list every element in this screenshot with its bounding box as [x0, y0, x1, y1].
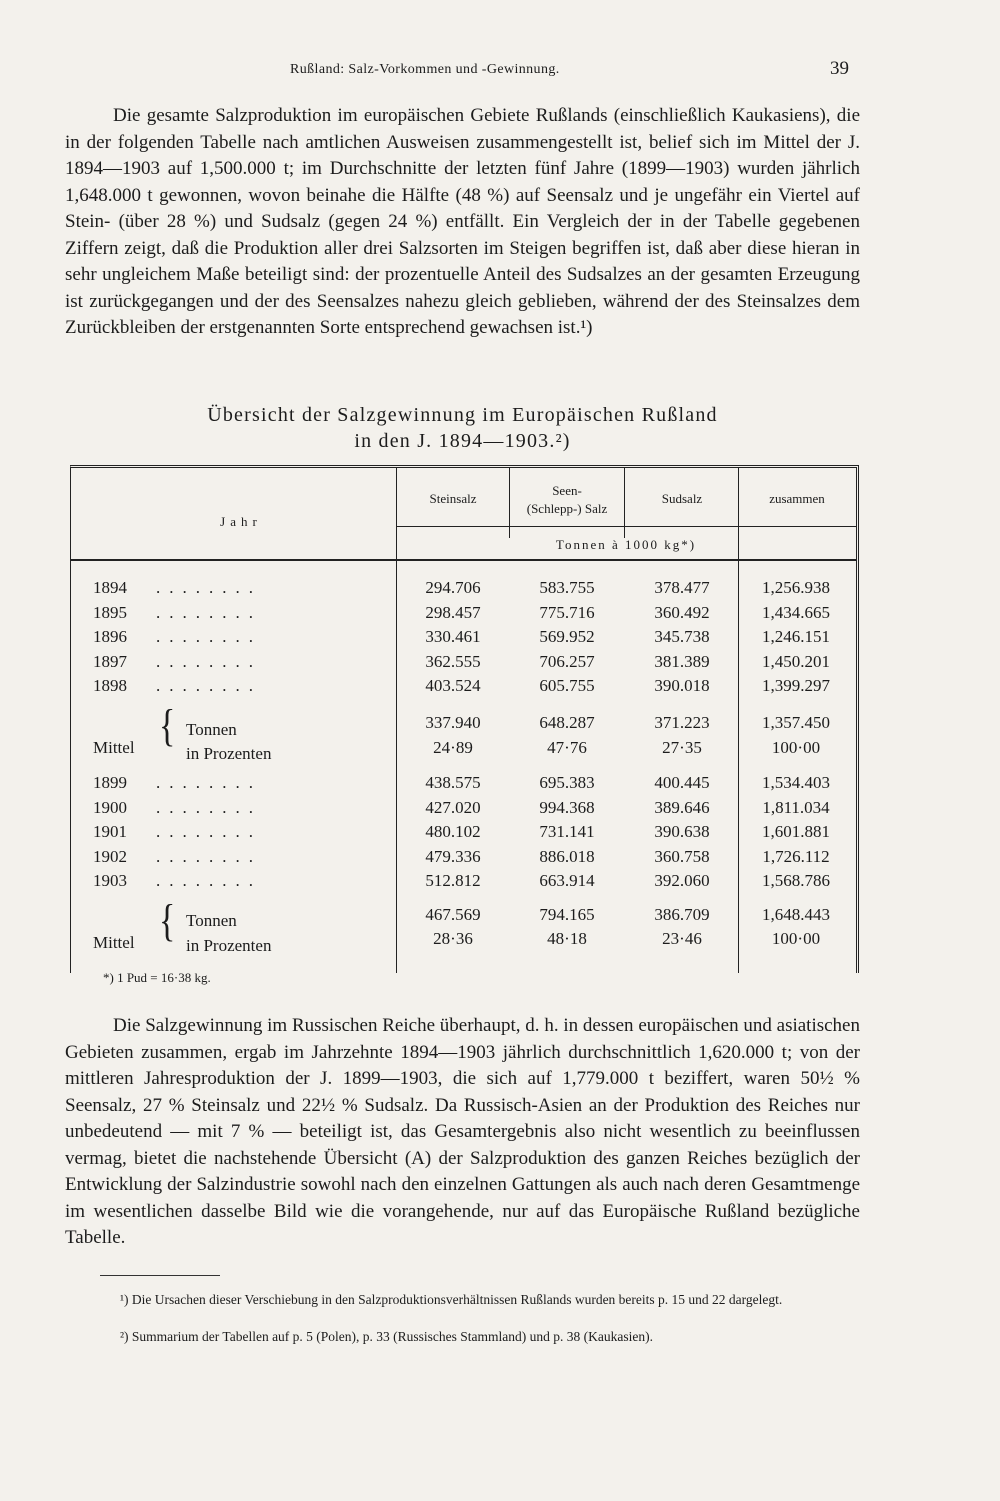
steinsalz-cell: 512.812	[425, 871, 481, 890]
second-paragraph: Die Salzgewinnung im Russischen Reiche überhaupt, d. h. in dessen europäischen und asiatischen Gebieten zusammen, ergab im Jahrzehnte 1894—1903 jährlich durchschnittlich 1,620.000 t; von der mittleren Jahresproduktion der J. 1899—1903, die sich auf 1,779.000 t beziffert, waren 50½ % Seensalz, 27 % Steinsalz und 22½ % Sudsalz. Da Russisch-Asien an der Produktion des Reiches nur unbedeutend — mit 7 % — beteiligt ist, das Gesamtergebnis also nicht wesentlich zu beeinflussen vermag, bietet die nachstehende Übersicht (A) der Salzproduktion des ganzen Reiches bezüglich der Entwicklung der Salzindustrie sowohl nach den einzelnen Gattungen als auch nach deren Gesamtmenge im wesentlichen dasselbe Bild wie die vorangehende, nur auf das Europäische Rußland bezügliche Tabelle.	[65, 1015, 860, 1248]
year-cell: 1903	[93, 871, 127, 890]
zusammen-cell: 1,399.297	[762, 676, 830, 695]
sudsalz-cell: 360.758	[654, 846, 710, 866]
year-cell: 1900	[93, 797, 127, 817]
zusammen-cell: 1,601.881	[762, 822, 830, 841]
seensalz-cell: 695.383	[539, 773, 595, 792]
mittel-b-tonnen-stein: 467.569	[425, 905, 481, 924]
salt-production-table	[70, 465, 859, 973]
mittel-b-tonnen-sud: 386.709	[654, 905, 710, 924]
mittel-a-prozent-stein: 24·89	[433, 738, 473, 757]
col-header-seensalz	[512, 482, 622, 518]
sudsalz-cell: 345.738	[654, 627, 710, 646]
col-header-steinsalz: Steinsalz	[429, 491, 477, 506]
year-cell: 1901	[93, 822, 127, 841]
zusammen-cell: 1,568.786	[762, 871, 830, 890]
leader-dots: ........	[156, 627, 262, 646]
steinsalz-cell: 403.524	[425, 676, 481, 695]
year-cell: 1902	[93, 846, 127, 866]
year-cell: 1895	[93, 602, 127, 622]
sudsalz-cell: 381.389	[654, 651, 710, 671]
sudsalz-cell: 390.638	[654, 822, 710, 841]
seensalz-cell: 994.368	[539, 797, 595, 817]
intro-paragraph: Die gesamte Salzproduktion im europäischen Gebiete Rußlands (einschließlich Kaukasiens), die in der folgenden Tabelle nach amtlichen Ausweisen zusammengestellt ist, belief sich im Mittel der J. 1894—1903 auf 1,500.000 t; im Durchschnitte der letzten fünf Jahre (1899—1903) wurden jährlich 1,648.000 t gewonnen, wovon beinahe die Hälfte (48 %) auf Seensalz und je ungefähr ein Viertel auf Stein- (über 28 %) und Sudsalz (gegen 24 %) entfällt. Ein Vergleich der in der Tabelle gegebenen Ziffern zeigt, daß die Produktion aller drei Salzsorten im Steigen begriffen ist, daß aber diese hieran in sehr ungleichem Maße beteiligt sind: der prozentuelle Anteil des Sudsalzes an der gesamten Erzeugung ist zurückgegangen und der des Seensalzes nahezu gleich geblieben, während der des Steinsalzes dem Zurückbleiben der erstgenannten Sorte entsprechend gewachsen ist.¹)	[65, 105, 860, 338]
col-header-seensalz-line2: (Schlepp-) Salz	[526, 501, 608, 516]
mittel-a-tonnen-seen: 648.287	[539, 713, 595, 732]
mittel-a-tonnen-total: 1,357.450	[762, 713, 830, 732]
col-header-sudsalz: Sudsalz	[661, 491, 703, 506]
seensalz-cell: 731.141	[539, 822, 595, 841]
footnote-2: ²) Summarium der Tabellen auf p. 5 (Polen), p. 33 (Russisches Stammland) und p. 38 (Kaukasien).	[120, 1329, 654, 1344]
table-title-line1: Übersicht der Salzgewinnung im Europäischen Rußland	[207, 404, 718, 426]
column-rule	[396, 468, 397, 973]
tonnen-label: Tonnen	[186, 720, 237, 739]
steinsalz-cell: 298.457	[425, 602, 481, 622]
seensalz-cell: 663.914	[539, 871, 595, 890]
sudsalz-cell: 360.492	[654, 602, 710, 622]
leader-dots: ........	[156, 676, 262, 695]
table-title	[65, 402, 860, 454]
mittel-b-prozent-seen: 48·18	[547, 929, 587, 948]
prozent-label: in Prozenten	[186, 936, 272, 955]
sudsalz-cell: 400.445	[654, 773, 710, 792]
mittel-b-tonnen-seen: 794.165	[539, 905, 595, 924]
mittel-a-tonnen-sud: 371.223	[654, 713, 710, 732]
footnote-1: ¹) Die Ursachen dieser Verschiebung in den Salzproduktionsverhältnissen Rußlands wurden bereits p. 15 und 22 dargelegt.	[120, 1292, 783, 1307]
leader-dots: ........	[156, 602, 262, 622]
mittel-label: Mittel	[93, 738, 135, 757]
col-header-seensalz-line1: Seen-	[552, 483, 582, 498]
steinsalz-cell: 427.020	[425, 797, 481, 817]
leader-dots: ........	[156, 797, 262, 817]
leader-dots: ........	[156, 846, 262, 866]
zusammen-cell: 1,811.034	[762, 797, 830, 817]
seensalz-cell: 706.257	[539, 651, 595, 671]
year-cell: 1894	[93, 578, 127, 597]
brace: {	[159, 701, 176, 752]
mittel-a-prozent-sud: 27·35	[662, 738, 702, 757]
footnote-rule	[100, 1275, 220, 1276]
header-rule	[396, 526, 856, 527]
steinsalz-cell: 480.102	[425, 822, 481, 841]
sudsalz-cell: 378.477	[654, 578, 710, 597]
mittel-a-tonnen-stein: 337.940	[425, 713, 481, 732]
leader-dots: ........	[156, 871, 262, 890]
mittel-b-prozent-sud: 23·46	[662, 929, 702, 948]
seensalz-cell: 775.716	[539, 602, 595, 622]
leader-dots: ........	[156, 773, 262, 792]
zusammen-cell: 1,534.403	[762, 773, 830, 792]
column-rule	[509, 468, 510, 538]
seensalz-cell: 886.018	[539, 846, 595, 866]
year-cell: 1897	[93, 651, 127, 671]
steinsalz-cell: 479.336	[425, 846, 481, 866]
table-title-line2: in den J. 1894—1903.²)	[354, 430, 571, 452]
mittel-label: Mittel	[93, 933, 135, 952]
mittel-b-prozent-stein: 28·36	[433, 929, 473, 948]
mittel-a-prozent-total: 100·00	[771, 738, 821, 757]
seensalz-cell: 605.755	[539, 676, 595, 695]
leader-dots: ........	[156, 578, 262, 597]
leader-dots: ........	[156, 651, 262, 671]
year-cell: 1899	[93, 773, 127, 792]
steinsalz-cell: 438.575	[425, 773, 481, 792]
leader-dots: ........	[156, 822, 262, 841]
prozent-label: in Prozenten	[186, 744, 272, 763]
mittel-a-prozent-seen: 47·76	[547, 738, 587, 757]
col-header-zusammen: zusammen	[769, 491, 825, 506]
zusammen-cell: 1,726.112	[762, 846, 830, 866]
year-cell: 1896	[93, 627, 127, 646]
mittel-b-prozent-total: 100·00	[771, 929, 821, 948]
unit-header: Tonnen à 1000 kg*)	[555, 537, 697, 552]
seensalz-cell: 569.952	[539, 627, 595, 646]
table-footnote: *) 1 Pud = 16·38 kg.	[103, 970, 211, 985]
seensalz-cell: 583.755	[539, 578, 595, 597]
page-number: 39	[830, 58, 849, 79]
zusammen-cell: 1,246.151	[762, 627, 830, 646]
steinsalz-cell: 362.555	[425, 651, 481, 671]
mittel-b-tonnen-total: 1,648.443	[762, 905, 830, 924]
sudsalz-cell: 389.646	[654, 797, 710, 817]
year-cell: 1898	[93, 676, 127, 695]
steinsalz-cell: 330.461	[425, 627, 481, 646]
running-head: Rußland: Salz-Vorkommen und -Gewinnung.	[290, 62, 560, 77]
sudsalz-cell: 392.060	[654, 871, 710, 890]
zusammen-cell: 1,450.201	[762, 651, 830, 671]
brace: {	[159, 896, 176, 947]
zusammen-cell: 1,256.938	[762, 578, 830, 597]
steinsalz-cell: 294.706	[425, 578, 481, 597]
col-header-year: Jahr	[220, 514, 262, 529]
sudsalz-cell: 390.018	[654, 676, 710, 695]
column-rule	[624, 468, 625, 538]
zusammen-cell: 1,434.665	[762, 602, 830, 622]
header-rule	[71, 559, 856, 561]
tonnen-label: Tonnen	[186, 911, 237, 930]
